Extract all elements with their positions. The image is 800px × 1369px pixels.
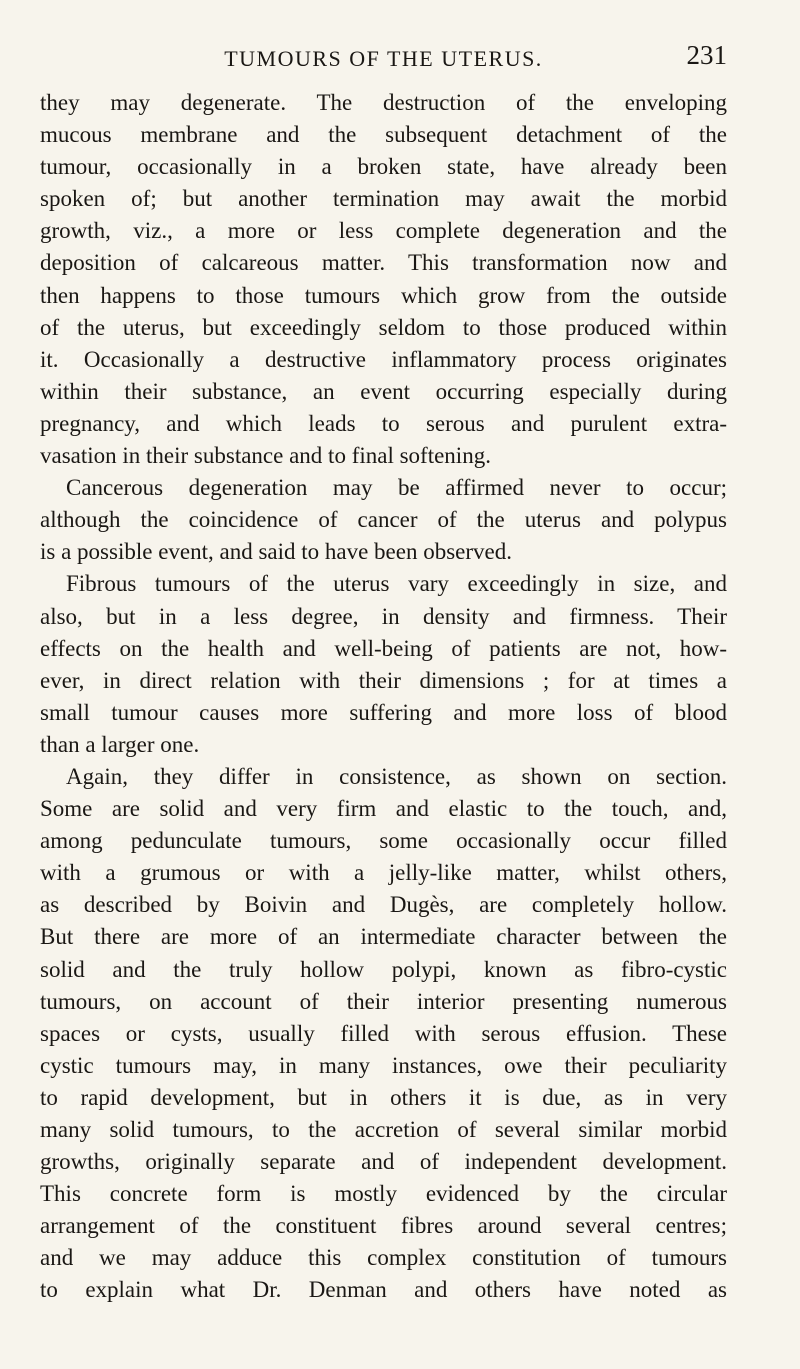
paragraph-start-line: Again, they differ in consistence, as shown on section. [66,763,727,789]
text-line: as described by Boivin and Dugès, are completely hollow. [40,892,727,918]
text-line: than a larger one. [40,731,200,757]
text-line: they may degenerate. The destruction of the enveloping [40,90,727,115]
text-line: solid and the truly hollow polypi, known as fibro-cystic [40,956,727,982]
text-line: deposition of calcareous matter. This transformation now and [40,250,727,276]
text-line: cystic tumours may, in many instances, owe their peculiarity [40,1052,727,1078]
text-line: pregnancy, and which leads to serous and purulent extra- [40,410,727,436]
text-line: with a grumous or with a jelly-like matter, whilst others, [40,860,727,886]
text-line: to rapid development, but in others it is due, as in very [40,1084,727,1110]
text-line: growth, viz., a more or less complete degeneration and the [40,218,727,244]
text-line: although the coincidence of cancer of the uterus and polypus [40,507,727,533]
text-line: then happens to those tumours which grow from the outside [40,282,727,308]
text-line: Some are solid and very firm and elastic to the touch, and, [40,796,727,822]
text-line: also, but in a less degree, in density and firmness. Their [40,603,727,629]
text-line: of the uterus, but exceedingly seldom to those produced within [40,314,727,340]
text-line: This concrete form is mostly evidenced by the circular [40,1181,727,1207]
running-head [40,38,727,78]
text-line: tumour, occasionally in a broken state, have already been [40,154,727,180]
text-line: mucous membrane and the subsequent detachment of the [40,122,727,148]
text-line: growths, originally separate and of independent development. [40,1149,727,1175]
text-line: spaces or cysts, usually filled with serous effusion. These [40,1020,727,1046]
text-line: it. Occasionally a destructive inflammatory process originates [40,346,727,372]
text-line: small tumour causes more suffering and more loss of blood [40,699,727,725]
text-line: to explain what Dr. Denman and others have noted as [40,1277,727,1303]
text-line: ever, in direct relation with their dimensions ; for at times a [40,667,727,693]
text-line: within their substance, an event occurring especially during [40,378,727,404]
text-line: arrangement of the constituent fibres around several centres; [40,1213,727,1239]
text-line: tumours, on account of their interior presenting numerous [40,988,727,1014]
text-line: spoken of; but another termination may await the morbid [40,186,727,212]
paragraph-start-line: Fibrous tumours of the uterus vary exceedingly in size, and [66,571,727,597]
text-line: effects on the health and well-being of patients are not, how- [40,635,727,661]
running-title: TUMOURS OF THE UTERUS. [224,46,543,71]
text-line: But there are more of an intermediate character between the [40,924,727,950]
text-line: is a possible event, and said to have been observed. [40,539,513,565]
text-line: and we may adduce this complex constitution of tumours [40,1245,727,1271]
text-line: vasation in their substance and to final softening. [40,443,491,469]
text-line: many solid tumours, to the accretion of several similar morbid [40,1117,727,1142]
body-text [40,87,727,1307]
page-number: 231 [686,40,727,70]
paragraph-start-line: Cancerous degeneration may be affirmed never to occur; [66,475,727,501]
text-line: among pedunculate tumours, some occasionally occur filled [40,828,727,854]
